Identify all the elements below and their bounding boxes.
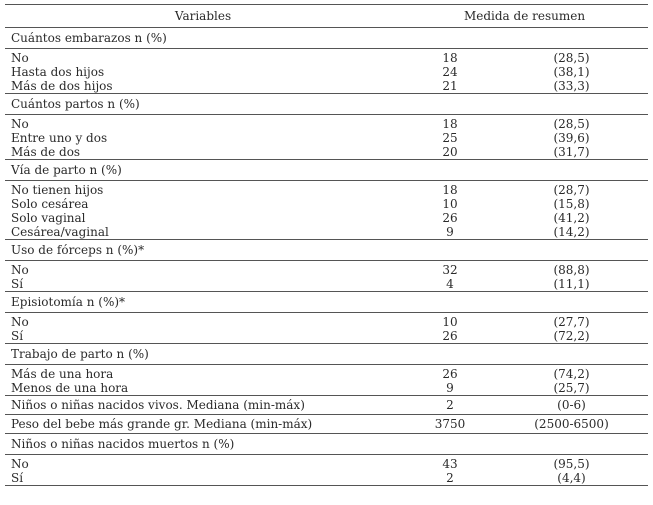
table-row xyxy=(5,181,648,198)
row-label: Más de una hora xyxy=(11,367,114,381)
row-percent: (41,2) xyxy=(553,211,590,225)
table-row xyxy=(5,145,648,160)
row-n: 26 xyxy=(442,329,458,343)
row-n: 10 xyxy=(442,197,458,211)
row-n: 10 xyxy=(442,315,458,329)
table-row xyxy=(5,65,648,79)
table-row xyxy=(5,197,648,211)
row-n: 43 xyxy=(442,457,458,471)
row-label: Solo vaginal xyxy=(11,211,86,225)
table-body xyxy=(5,28,648,486)
table-row xyxy=(5,396,648,415)
row-percent: (4,4) xyxy=(475,471,648,486)
header-variables: Variables xyxy=(5,5,395,28)
section-title: Vía de parto n (%) xyxy=(5,160,648,181)
table-row xyxy=(5,261,648,278)
row-percent: (95,5) xyxy=(553,457,590,471)
row-label: Más de dos hijos xyxy=(11,79,113,93)
row-label: No tienen hijos xyxy=(11,183,104,197)
table-row xyxy=(5,211,648,225)
section-title: Uso de fórceps n (%)* xyxy=(5,240,648,261)
row-label: Sí xyxy=(11,277,24,291)
row-label: Sí xyxy=(5,471,395,486)
row-percent: (2500-6500) xyxy=(475,415,648,434)
header-measure: Medida de resumen xyxy=(395,5,648,28)
row-label: No xyxy=(11,315,29,329)
row-percent: (39,6) xyxy=(553,131,590,145)
row-percent: (38,1) xyxy=(553,65,590,79)
row-n: 18 xyxy=(442,51,458,65)
row-percent: (11,1) xyxy=(553,277,590,291)
table-row xyxy=(5,79,648,94)
row-label: Sí xyxy=(11,329,24,343)
row-percent: (25,7) xyxy=(553,381,590,395)
row-percent: (28,5) xyxy=(553,51,590,65)
row-percent: (72,2) xyxy=(553,329,590,343)
row-n: 2 xyxy=(395,471,475,486)
row-label: Entre uno y dos xyxy=(11,131,108,145)
row-percent: (15,8) xyxy=(553,197,590,211)
row-label: No xyxy=(11,51,29,65)
row-n: 4 xyxy=(446,277,454,291)
table-row xyxy=(5,49,648,66)
row-n: 20 xyxy=(442,145,458,159)
row-n: 18 xyxy=(442,117,458,131)
table-row xyxy=(5,225,648,240)
row-percent: (88,8) xyxy=(553,263,590,277)
summary-table xyxy=(5,4,648,486)
row-n: 3750 xyxy=(395,415,475,434)
table-row xyxy=(5,455,648,472)
row-n: 25 xyxy=(442,131,458,145)
table-row xyxy=(5,329,648,344)
row-label: Hasta dos hijos xyxy=(11,65,105,79)
row-percent: (31,7) xyxy=(553,145,590,159)
section-title: Cuántos partos n (%) xyxy=(5,94,648,115)
row-n: 9 xyxy=(446,225,454,239)
row-n: 21 xyxy=(442,79,458,93)
row-percent: (27,7) xyxy=(553,315,590,329)
row-label: Niños o niñas nacidos vivos. Mediana (min-máx) xyxy=(5,396,395,415)
row-label: No xyxy=(11,457,29,471)
row-label: No xyxy=(11,117,29,131)
row-percent: (0-6) xyxy=(475,396,648,415)
table-row xyxy=(5,131,648,145)
row-label: No xyxy=(11,263,29,277)
table-header xyxy=(5,5,648,28)
row-percent: (33,3) xyxy=(553,79,590,93)
row-n: 24 xyxy=(442,65,458,79)
table-row xyxy=(5,415,648,434)
table-row xyxy=(5,277,648,292)
section-title: Niños o niñas nacidos muertos n (%) xyxy=(5,434,648,455)
table-row xyxy=(5,381,648,396)
row-label: Cesárea/vaginal xyxy=(11,225,109,239)
table-row xyxy=(5,365,648,382)
row-percent: (74,2) xyxy=(553,367,590,381)
row-n: 26 xyxy=(442,211,458,225)
section-title: Trabajo de parto n (%) xyxy=(5,344,648,365)
table-row xyxy=(5,115,648,132)
row-n: 26 xyxy=(442,367,458,381)
row-n: 18 xyxy=(442,183,458,197)
section-title: Episiotomía n (%)* xyxy=(5,292,648,313)
section-title: Cuántos embarazos n (%) xyxy=(5,28,648,49)
row-percent: (14,2) xyxy=(553,225,590,239)
row-n: 9 xyxy=(446,381,454,395)
row-label: Peso del bebe más grande gr. Mediana (min-máx) xyxy=(5,415,395,434)
row-label: Menos de una hora xyxy=(11,381,129,395)
table-row xyxy=(5,313,648,330)
row-n: 32 xyxy=(442,263,458,277)
row-label: Más de dos xyxy=(11,145,81,159)
table-row xyxy=(5,471,648,486)
row-percent: (28,7) xyxy=(553,183,590,197)
row-label: Solo cesárea xyxy=(11,197,89,211)
row-percent: (28,5) xyxy=(553,117,590,131)
row-n: 2 xyxy=(395,396,475,415)
